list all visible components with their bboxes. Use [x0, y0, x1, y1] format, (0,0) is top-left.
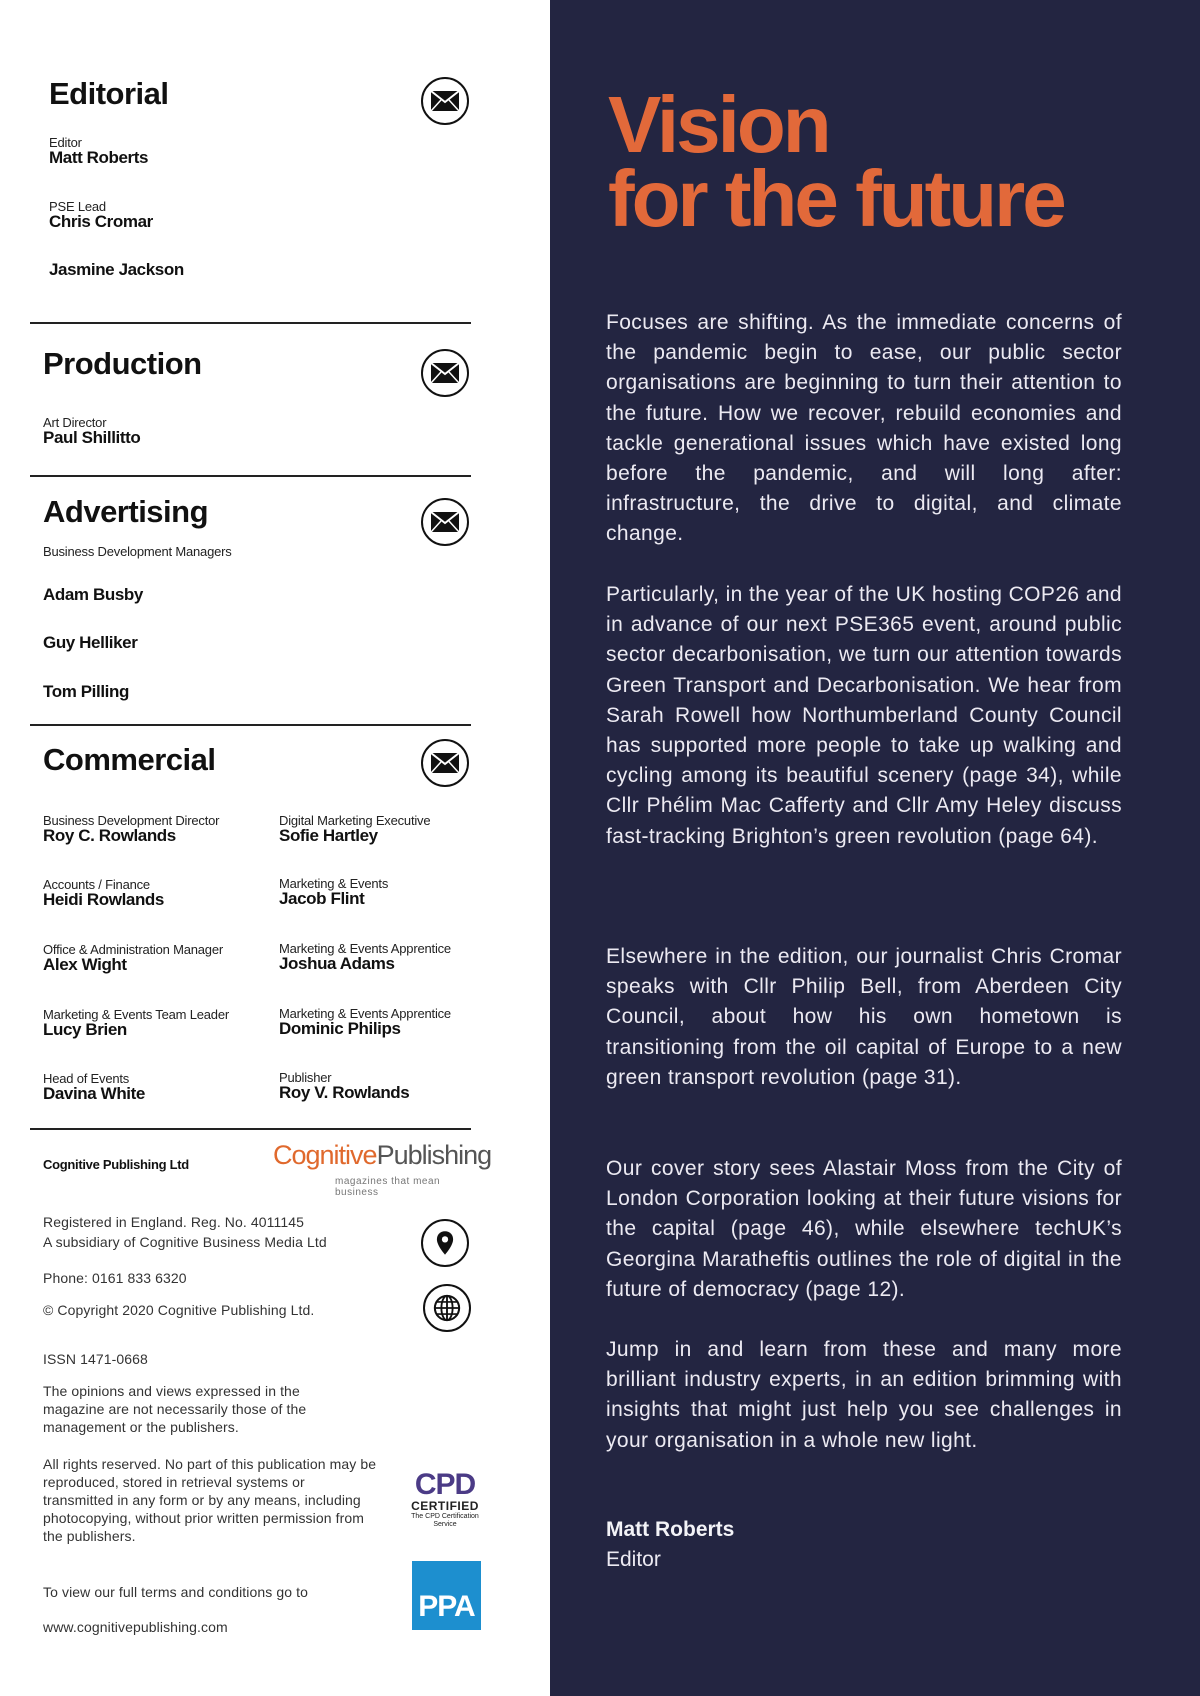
editorial-heading: Editorial	[49, 76, 169, 111]
commercial-name: Roy C. Rowlands	[43, 826, 176, 845]
commercial-name: Roy V. Rowlands	[279, 1083, 410, 1102]
section-divider	[30, 724, 471, 726]
commercial-role: Head of Events	[43, 1071, 130, 1086]
commercial-name: Dominic Philips	[279, 1019, 401, 1038]
commercial-role: Marketing & Events Team Leader	[43, 1007, 229, 1022]
commercial-name: Alex Wight	[43, 955, 127, 974]
envelope-icon[interactable]	[421, 77, 469, 125]
commercial-name: Joshua Adams	[279, 954, 395, 973]
envelope-icon[interactable]	[421, 739, 469, 787]
cpd-certified: CERTIFIED	[411, 1499, 479, 1513]
company-name: Cognitive Publishing Ltd	[43, 1157, 189, 1172]
commercial-role: Office & Administration Manager	[43, 942, 223, 957]
article-paragraph: Our cover story sees Alastair Moss from the City of London Corporation looking at their future visions for the capital (page 46), while elsewhere techUK’s Georgina Maratheftis outlines the role of digital in the future of democracy (page 12).	[606, 1157, 1122, 1301]
cognitive-publishing-logo	[273, 1140, 492, 1198]
advertising-name: Tom Pilling	[43, 682, 129, 701]
commercial-role: Marketing & Events Apprentice	[279, 1006, 451, 1021]
editorial-role: PSE Lead	[49, 199, 106, 214]
cpd-certified-logo	[405, 1470, 485, 1540]
commercial-heading: Commercial	[43, 742, 216, 777]
article-headline	[608, 80, 1168, 243]
rights-text: All rights reserved. No part of this publication may be reproduced, stored in retrieval systems or transmitted in any form or by any means, including photocopying, without prior written permission from the publishers.	[43, 1456, 377, 1544]
cpd-abbr: CPD	[414, 1468, 476, 1501]
logo-part2: Publishing	[376, 1140, 492, 1170]
signature-role: Editor	[606, 1548, 661, 1571]
section-divider	[30, 322, 471, 324]
commercial-role: Marketing & Events	[279, 876, 389, 891]
advertising-heading: Advertising	[43, 494, 209, 529]
article-paragraph: Elsewhere in the edition, our journalist Chris Cromar speaks with Cllr Philip Bell, from Aberdeen City Council, about how his own hometown is transitioning from the oil capital of Europe to a new green transport revolution (page 31).	[606, 945, 1122, 1089]
envelope-icon[interactable]	[421, 349, 469, 397]
masthead-column	[0, 0, 550, 1696]
commercial-role: Publisher	[279, 1070, 332, 1085]
issn-text: ISSN 1471-0668	[43, 1351, 148, 1367]
editor-letter-panel	[550, 0, 1200, 1696]
commercial-role: Accounts / Finance	[43, 877, 150, 892]
production-role: Art Director	[43, 415, 107, 430]
article-paragraph: Focuses are shifting. As the immediate concerns of the pandemic begin to ease, our public sector organisations are beginning to turn their attention to the future. How we recover, rebuild economies and tackle generational issues which have existed long before the pandemic, and will long after: infrastructure, the drive to digital, and climate change.	[606, 311, 1122, 546]
subsidiary-text: A subsidiary of Cognitive Business Media Ltd	[43, 1234, 327, 1250]
section-divider	[30, 1128, 471, 1130]
section-divider	[30, 475, 471, 477]
headline-line1: Vision	[608, 80, 829, 169]
logo-part1: Cognitive	[273, 1140, 377, 1170]
editorial-name: Matt Roberts	[49, 148, 149, 167]
commercial-role: Marketing & Events Apprentice	[279, 941, 451, 956]
commercial-name: Lucy Brien	[43, 1020, 127, 1039]
commercial-name: Jacob Flint	[279, 889, 365, 908]
opinions-text: The opinions and views expressed in the magazine are not necessarily those of the management or the publishers.	[43, 1383, 307, 1435]
envelope-icon[interactable]	[421, 498, 469, 546]
commercial-name: Davina White	[43, 1084, 145, 1103]
copyright-text: © Copyright 2020 Cognitive Publishing Ltd.	[43, 1302, 315, 1318]
editorial-role: Editor	[49, 135, 82, 150]
map-pin-icon[interactable]	[421, 1219, 469, 1267]
website-link[interactable]: www.cognitivepublishing.com	[43, 1619, 228, 1635]
production-name: Paul Shillitto	[43, 428, 141, 447]
advertising-name: Guy Helliker	[43, 633, 138, 652]
advertising-name: Adam Busby	[43, 585, 143, 604]
commercial-name: Heidi Rowlands	[43, 890, 164, 909]
article-paragraph: Particularly, in the year of the UK hosting COP26 and in advance of our next PSE365 event, around public sector decarbonisation, we turn our attention towards Green Transport and Decarbonisation. We hear from Sarah Rowell how Northumberland County Council has supported more people to take up walking and cycling among its beautiful scenery (page 34), while Cllr Phélim Mac Cafferty and Cllr Amy Heley discuss fast-tracking Brighton’s green revolution (page 64).	[606, 583, 1122, 848]
registered-text: Registered in England. Reg. No. 4011145	[43, 1214, 304, 1230]
advertising-subtitle: Business Development Managers	[43, 544, 232, 559]
phone-text: Phone: 0161 833 6320	[43, 1270, 187, 1286]
article-paragraph: Jump in and learn from these and many more brilliant industry experts, in an edition brimming with insights that might just help you see challenges in your organisation in a whole new light.	[606, 1338, 1122, 1452]
editorial-name: Jasmine Jackson	[49, 260, 184, 279]
logo-tagline: magazines that mean business	[335, 1176, 441, 1198]
editorial-name: Chris Cromar	[49, 212, 153, 231]
commercial-role: Business Development Director	[43, 813, 220, 828]
ppa-logo: PPA	[412, 1561, 481, 1630]
signature-name: Matt Roberts	[606, 1518, 735, 1541]
terms-text: To view our full terms and conditions go to	[43, 1584, 308, 1600]
production-heading: Production	[43, 346, 202, 381]
headline-line2: for the future	[608, 154, 1064, 243]
globe-icon[interactable]	[423, 1284, 471, 1332]
commercial-role: Digital Marketing Executive	[279, 813, 431, 828]
cpd-service: The CPD Certification Service	[411, 1513, 479, 1528]
commercial-name: Sofie Hartley	[279, 826, 378, 845]
